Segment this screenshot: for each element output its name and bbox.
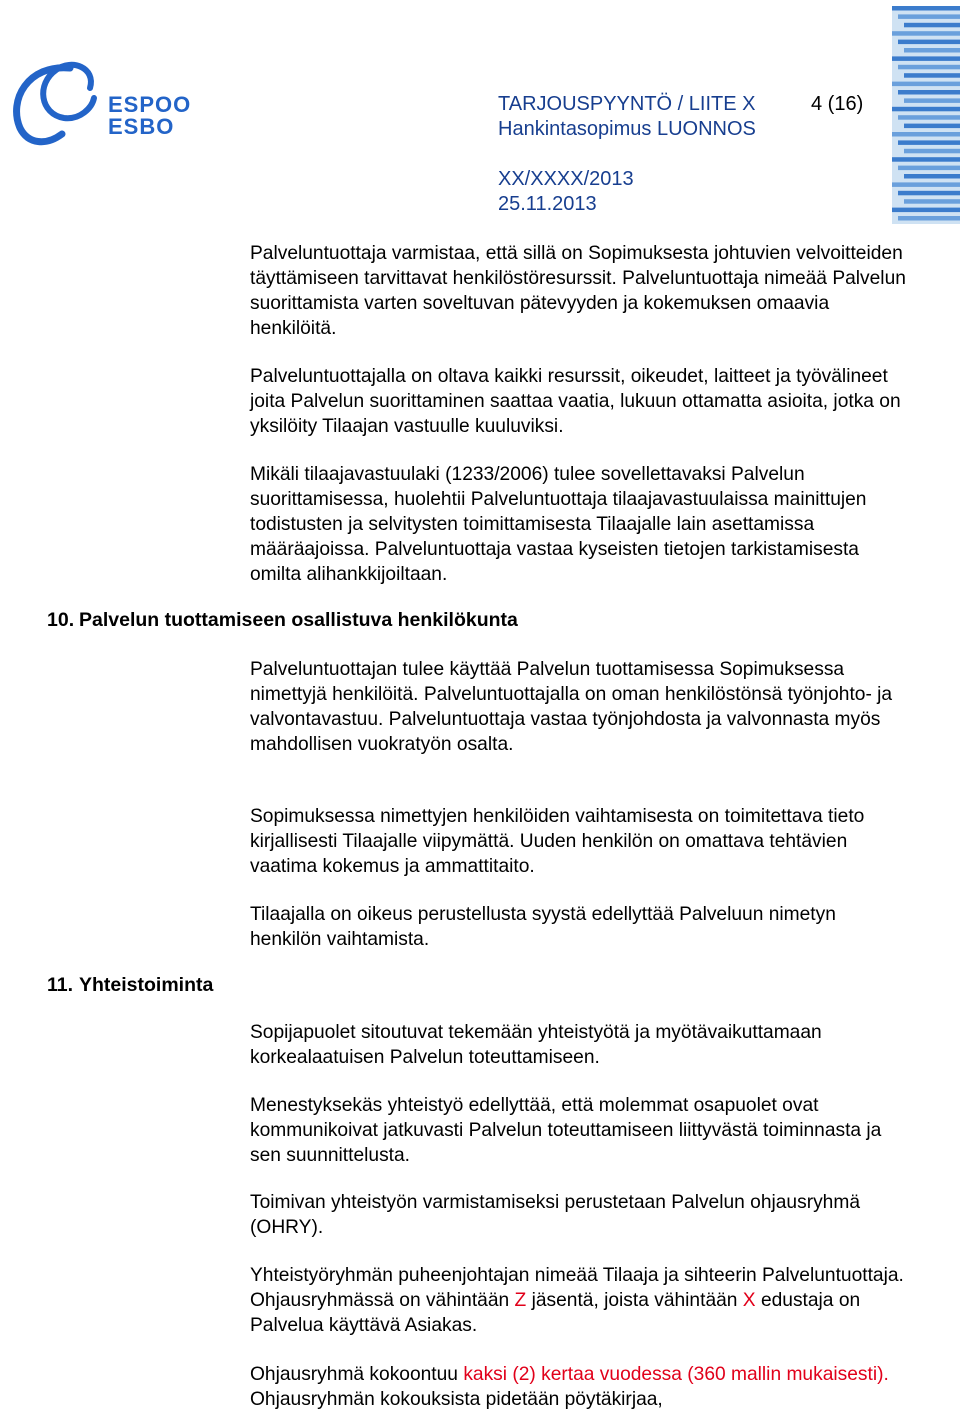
stripe: [898, 14, 960, 19]
section-11-heading: [47, 973, 213, 998]
stripe: [898, 166, 960, 171]
stripe: [898, 65, 960, 70]
meetings-text-1: Ohjausryhmä kokoontuu: [250, 1364, 464, 1385]
stripe: [904, 98, 960, 103]
paragraph-personnel-change: Sopimuksessa nimettyjen henkilöiden vaihtamisesta on toimitettava tieto kirjallisesti Tilaajalle viipymättä. Uuden henkilön on omattava tehtävien vaatima kokemus ja ammattitaito.: [250, 806, 865, 877]
espoo-logo: [6, 58, 196, 150]
stripe: [898, 115, 960, 120]
stripe: [898, 140, 960, 145]
stripe: [904, 48, 960, 53]
stripe: [904, 199, 960, 204]
paragraph-replacement-right: Tilaajalla on oikeus perustellusta syystä edellyttää Palveluun nimetyn henkilön vaihtamista.: [250, 904, 836, 950]
page-number: 4 (16): [811, 93, 864, 115]
document-date: 25.11.2013: [498, 193, 597, 215]
stripe: [892, 208, 960, 213]
stripe: [904, 174, 960, 179]
decorative-stripes: [892, 6, 960, 224]
stripe: [892, 132, 960, 137]
steering-z-placeholder: Z: [514, 1290, 527, 1311]
steering-text-3: edustaja on Palvelua käyttävä Asiakas.: [250, 1290, 861, 1336]
steering-text-1: Yhteistyöryhmän puheenjohtajan nimeää Tilaaja ja sihteerin Palveluntuottaja. Ohjausryhmässä on vähintään: [250, 1265, 904, 1311]
section-10-number: 10.: [47, 609, 75, 631]
document-reference: XX/XXXX/2013: [498, 168, 634, 190]
stripe: [904, 73, 960, 78]
paragraph-communication: Menestyksekäs yhteistyö edellyttää, että molemmat osapuolet ovat kommunikoivat jatkuvasti Palvelun toteuttamiseen liittyvästä toiminnasta ja sen suunnittelusta.: [250, 1095, 882, 1166]
steering-text-2: jäsentä, joista vähintään: [526, 1290, 743, 1311]
paragraph-meetings: [250, 1362, 910, 1412]
logo-swirl-icon: [17, 65, 94, 142]
logo-esbo-text: ESBO: [108, 114, 175, 139]
paragraph-contractor-liability: Mikäli tilaajavastuulaki (1233/2006) tulee sovellettavaksi Palvelun suorittamisessa, huolehtii Palveluntuottaja tilaajavastuulaissa mainittujen todistusten ja selvitysten toimittamisesta Tilaajalle lain asettamissa määräajoissa. Palveluntuottaja vastaa kyseisten tietojen tarkistamisesta omilta alihankkijoiltaan.: [250, 464, 867, 585]
document-title: TARJOUSPYYNTÖ / LIITE X: [498, 93, 756, 115]
stripe: [904, 23, 960, 28]
meetings-frequency-highlight: kaksi (2) kertaa vuodessa (360 mallin mukaisesti).: [463, 1364, 889, 1385]
logo-espoo-text: ESPOO: [108, 92, 192, 117]
paragraph-steering-group: Toimivan yhteistyön varmistamiseksi perustetaan Palvelun ohjausryhmä (OHRY).: [250, 1192, 861, 1238]
paragraph-steering-members: [250, 1263, 910, 1338]
stripe: [892, 82, 960, 87]
paragraph-cooperation: Sopijapuolet sitoutuvat tekemään yhteistyötä ja myötävaikuttamaan korkealaatuisen Palvelun toteuttamiseen.: [250, 1022, 822, 1068]
section-11-number: 11.: [47, 974, 74, 996]
paragraph-named-personnel: Palveluntuottajan tulee käyttää Palvelun tuottamisessa Sopimuksessa nimettyjä henkilöitä. Palveluntuottajalla on oman henkilöstönsä työnjohto- ja valvontavastuu. Palveluntuottaja vastaa työnjohdosta ja valvonnasta myös mahdollisen vuokratyön osalta.: [250, 659, 893, 755]
stripe: [892, 157, 960, 162]
stripe: [898, 90, 960, 95]
stripe: [892, 56, 960, 61]
stripe: [892, 6, 960, 11]
stripe: [898, 216, 960, 221]
section-10-heading: [47, 608, 518, 633]
stripe: [892, 107, 960, 112]
stripe: [892, 31, 960, 36]
steering-x-placeholder: X: [742, 1290, 756, 1311]
section-11-title: Yhteistoiminta: [79, 974, 214, 996]
stripe: [904, 149, 960, 154]
paragraph-staff-resources: Palveluntuottaja varmistaa, että sillä on Sopimuksesta johtuvien velvoitteiden täyttämiseen tarvittavat henkilöstöresurssit. Palveluntuottaja nimeää Palvelun suorittamista varten soveltuvan pätevyyden ja kokemuksen omaavia henkilöitä.: [250, 243, 906, 339]
meetings-text-2: Ohjausryhmän kokouksista pidetään pöytäkirjaa,: [250, 1389, 663, 1410]
paragraph-equipment: Palveluntuottajalla on oltava kaikki resurssit, oikeudet, laitteet ja työvälineet joita Palvelun suorittaminen saattaa vaatia, lukuun ottamatta asioita, jotka on yksilöity Tilaajan vastuulle kuuluviksi.: [250, 366, 901, 437]
stripe: [898, 191, 960, 196]
stripe: [904, 124, 960, 129]
stripe: [892, 182, 960, 187]
section-10-title: Palvelun tuottamiseen osallistuva henkilökunta: [79, 609, 518, 631]
stripe: [898, 40, 960, 45]
document-subtitle: Hankintasopimus LUONNOS: [498, 118, 756, 140]
